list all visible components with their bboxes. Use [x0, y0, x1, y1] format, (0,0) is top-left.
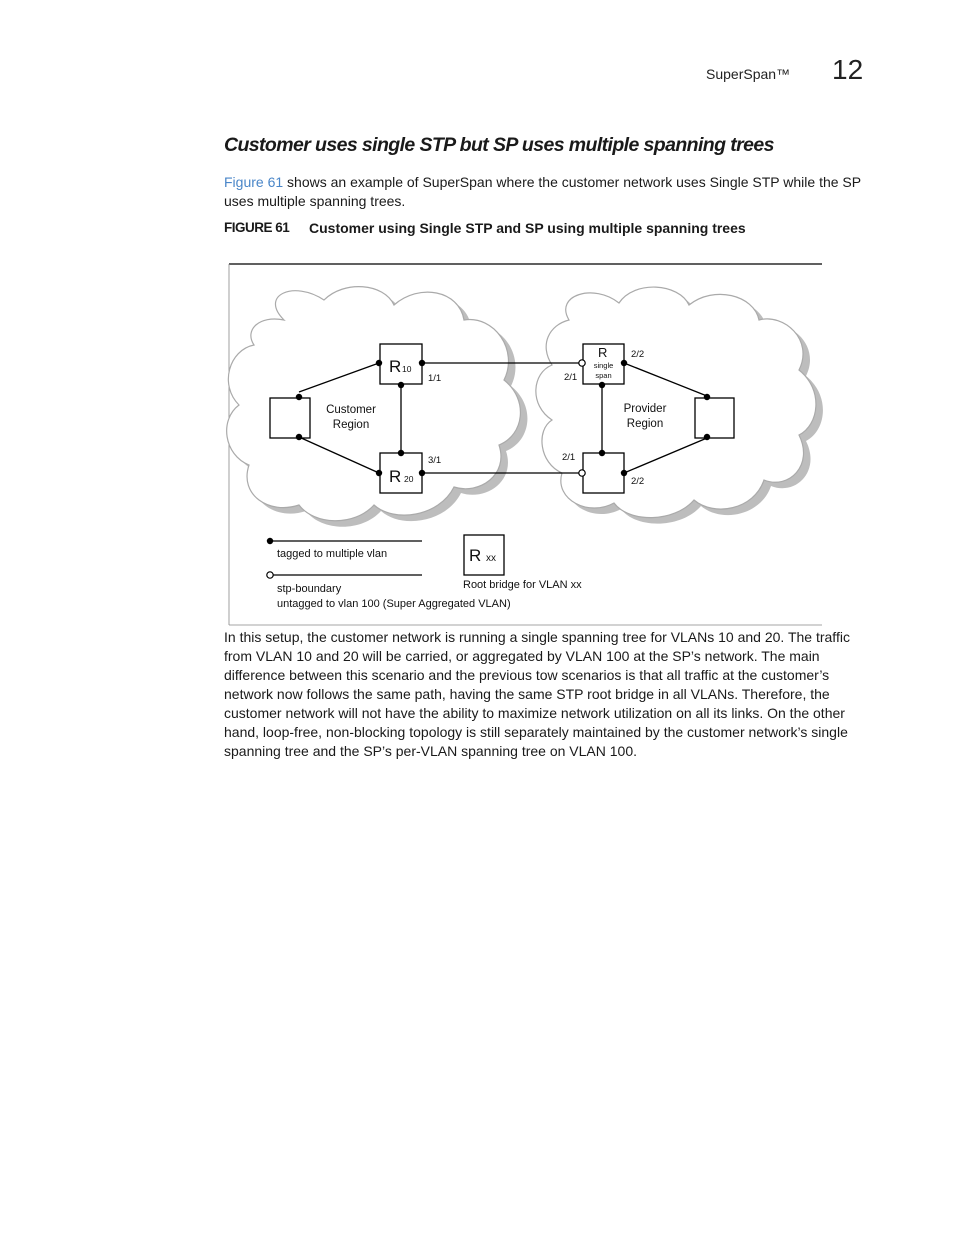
port-label-2-1-bottom: 2/1 [562, 452, 576, 463]
intro-paragraph [224, 173, 874, 210]
r20-subscript: 20 [404, 474, 414, 484]
figure-link[interactable]: Figure 61 [224, 174, 284, 190]
port-label-2-2-bottom: 2/2 [631, 476, 645, 487]
legend-boundary-line2: untagged to vlan 100 (Super Aggregated VLAN) [277, 598, 511, 610]
provider-switch-bottom [583, 453, 624, 493]
legend-root-letter: R [469, 546, 482, 565]
provider-region-label-line2: Region [626, 418, 664, 430]
network-diagram [224, 255, 834, 632]
legend-root-subscript: xx [486, 553, 496, 564]
r20-letter: R [389, 467, 402, 486]
single-span-line1: single [593, 361, 614, 370]
provider-switch-right [695, 398, 734, 438]
body-paragraph: In this setup, the customer network is running a single spanning tree for VLANs 10 and 20. The traffic from VLAN 10 and 20 will be carried, or aggregated by VLAN 100 at the SP’s network. The main difference between this scenario and the previous tow scenarios is that all traffic at the customer’s network now follows the same path, having the same STP root bridge in all VLANs. Therefore, the customer network will not have the ability to maximize network utilization on all its links. On the other hand, loop-free, non-blocking topology is still separately maintained by the customer network’s single spanning tree and the SP’s per-VLAN spanning tree on VLAN 100. [224, 629, 850, 759]
port-label-3-1: 3/1 [428, 455, 442, 466]
provider-region-label-line1: Provider [623, 403, 667, 415]
single-span-letter: R [598, 345, 608, 360]
customer-switch [270, 398, 310, 438]
r10-subscript: 10 [402, 364, 412, 374]
customer-region-label-line2: Region [332, 419, 370, 431]
chapter-number: 12 [832, 54, 864, 85]
r10-letter: R [389, 357, 402, 376]
intro-text: shows an example of SuperSpan where the customer network uses Single STP while the SP uses multiple spanning trees. [224, 174, 861, 209]
running-header-title: SuperSpan™ [706, 66, 791, 82]
legend-boundary-line1: stp-boundary [277, 583, 342, 595]
legend-root-desc: Root bridge for VLAN xx [463, 579, 582, 591]
figure-caption: Customer using Single STP and SP using multiple spanning trees [309, 220, 746, 236]
port-label-2-1-top: 2/1 [564, 372, 578, 383]
legend [267, 535, 582, 610]
section-heading: Customer uses single STP but SP uses multiple spanning trees [224, 134, 774, 156]
port-label-2-2-top: 2/2 [631, 349, 645, 360]
legend-tagged-text: tagged to multiple vlan [277, 548, 388, 560]
port-label-1-1: 1/1 [428, 373, 442, 384]
single-span-line2: span [595, 371, 612, 380]
provider-region-cloud [536, 287, 823, 524]
customer-region-label-line1: Customer [326, 404, 376, 416]
figure-label: FIGURE 61 [224, 220, 290, 235]
